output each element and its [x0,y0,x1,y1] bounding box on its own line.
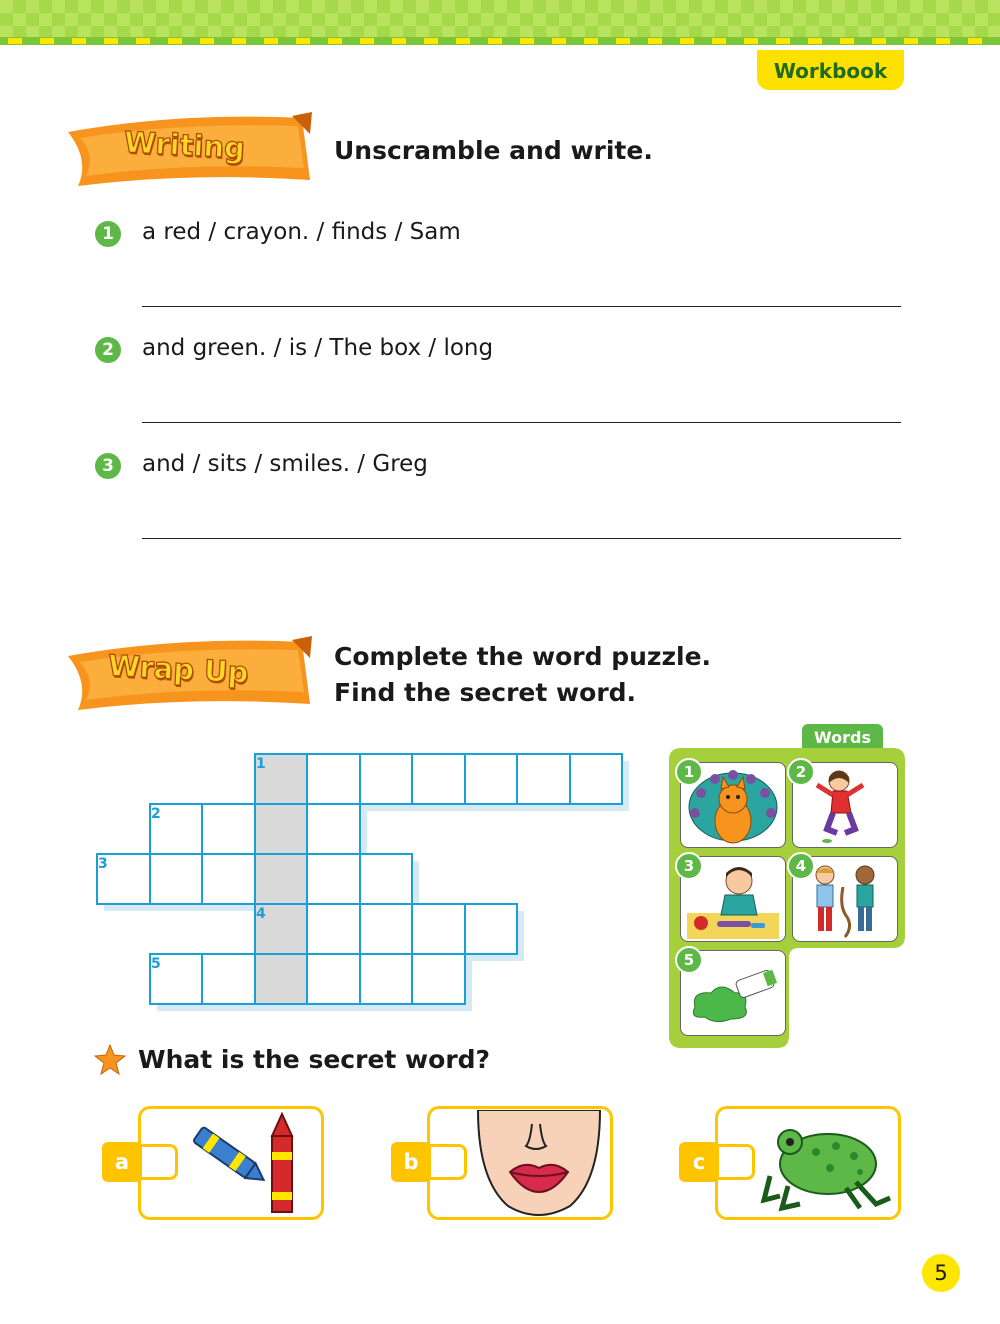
item-number-2: 2 [95,337,121,363]
crossword-cell[interactable] [201,853,256,905]
page-number: 5 [922,1254,960,1292]
answer-line-1[interactable] [142,306,901,307]
words-tab: Words [802,724,883,750]
word-picture-number-5: 5 [675,946,703,974]
answer-line-2[interactable] [142,422,901,423]
word-picture-number-4: 4 [787,852,815,880]
word-picture-number-1: 1 [675,758,703,786]
item-text-3: and / sits / smiles. / Greg [142,451,428,477]
crossword-number-2: 2 [151,806,161,822]
wrap-up-instruction-line-2: Find the secret word. [334,678,637,707]
crossword-cell[interactable] [359,903,414,955]
choice-check-b[interactable] [427,1144,467,1180]
crossword-cell[interactable] [516,753,571,805]
choice-check-a[interactable] [138,1144,178,1180]
crossword-cell[interactable] [201,803,256,855]
choice-letter-b: b [391,1142,431,1182]
crossword-secret-cell[interactable] [254,953,309,1005]
item-text-2: and green. / is / The box / long [142,335,494,361]
item-number-3: 3 [95,453,121,479]
crossword-number-1: 1 [256,756,266,772]
wrap-up-instruction-line-1: Complete the word puzzle. [334,642,712,671]
top-decorative-band [0,0,1000,48]
word-picture-number-3: 3 [675,852,703,880]
choice-letter-a: a [102,1142,142,1182]
crossword-cell[interactable] [411,753,466,805]
crossword-cell[interactable] [464,753,519,805]
crossword-cell[interactable] [464,903,519,955]
answer-line-3[interactable] [142,538,901,539]
star-icon [94,1044,126,1076]
crossword-cell[interactable] [359,953,414,1005]
writing-instruction: Unscramble and write. [334,136,653,165]
item-text-1: a red / crayon. / finds / Sam [142,219,461,245]
workbook-badge: Workbook [757,50,904,90]
crossword-cell[interactable] [359,853,414,905]
crossword-number-4: 4 [256,906,266,922]
writing-banner-label: Writing [123,124,246,166]
wrap-up-banner-label: Wrap Up [107,648,250,690]
crossword-number-5: 5 [151,956,161,972]
choice-check-c[interactable] [715,1144,755,1180]
word-picture-number-2: 2 [787,758,815,786]
crossword-cell[interactable] [306,853,361,905]
choice-letter-c: c [679,1142,719,1182]
crossword-cell[interactable] [306,953,361,1005]
crossword-cell[interactable] [411,903,466,955]
crossword-secret-cell[interactable] [254,853,309,905]
item-number-1: 1 [95,221,121,247]
mouth-icon [474,1110,604,1220]
secret-word-question: What is the secret word? [138,1045,491,1074]
crossword-cell[interactable] [359,753,414,805]
crossword-secret-cell[interactable] [254,803,309,855]
crossword-cell[interactable] [306,803,361,855]
crossword-cell[interactable] [411,953,466,1005]
crossword-cell[interactable] [201,953,256,1005]
crossword-cell[interactable] [306,753,361,805]
crossword-cell[interactable] [149,853,204,905]
crossword-cell[interactable] [569,753,624,805]
crayons-icon [182,1112,312,1216]
crossword-cell[interactable] [306,903,361,955]
frog-icon [760,1116,894,1212]
crossword-number-3: 3 [98,856,108,872]
